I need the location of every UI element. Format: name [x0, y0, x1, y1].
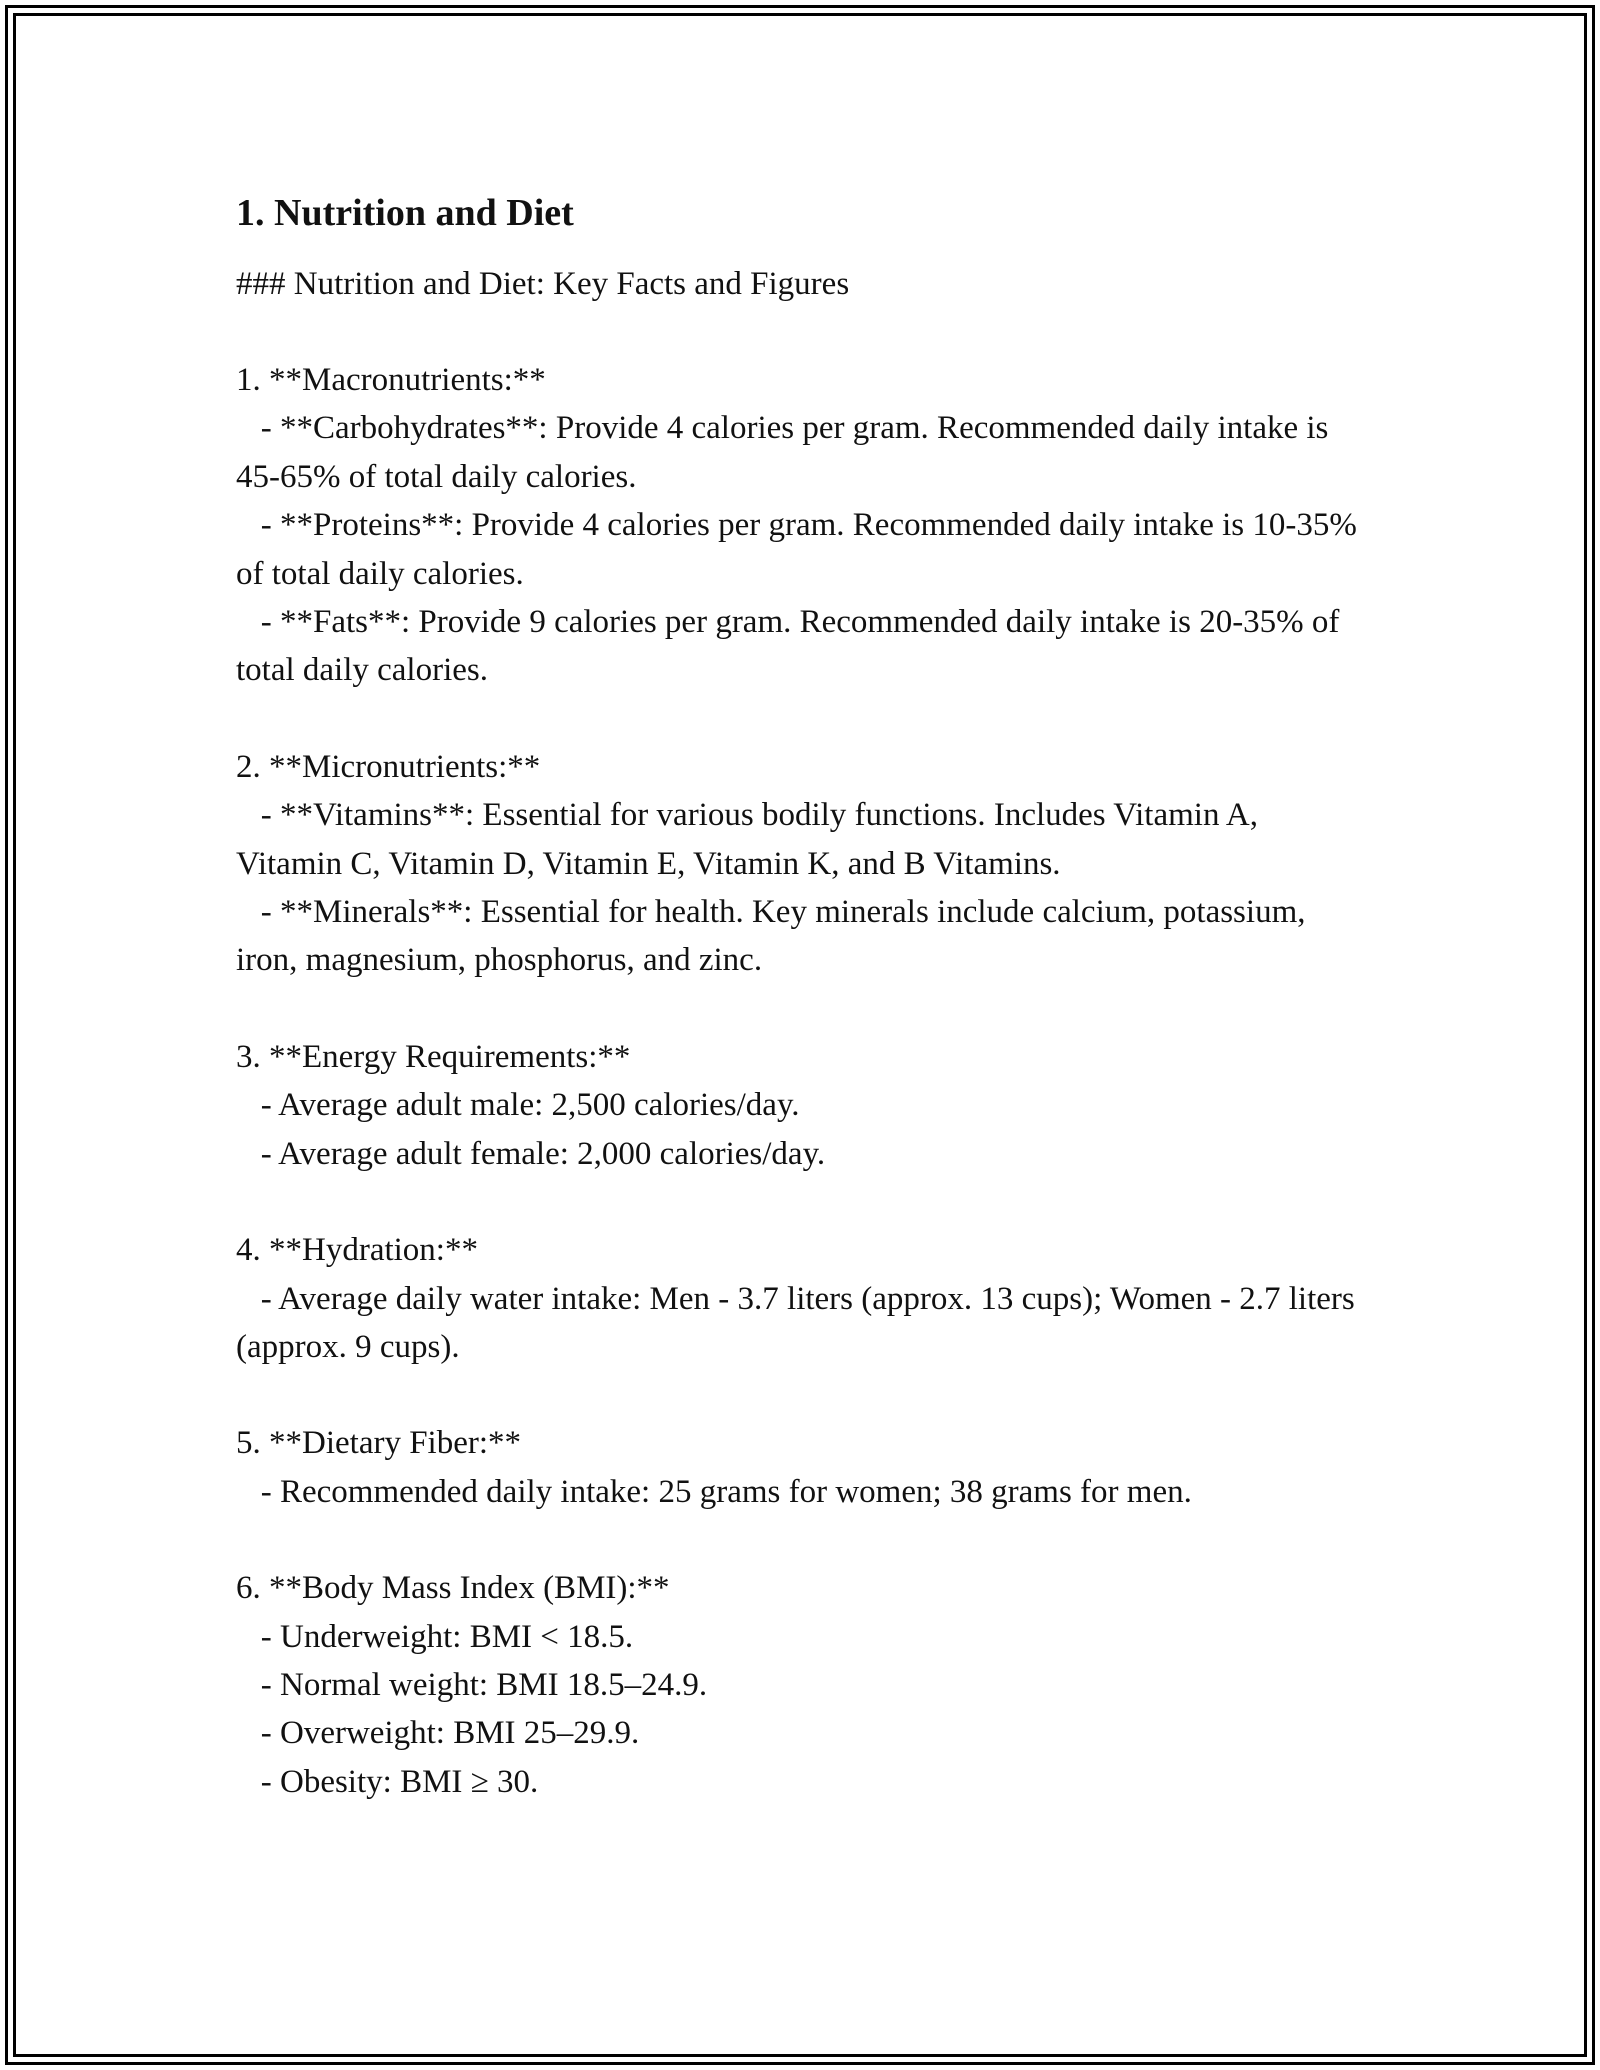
list-item: - **Proteins**: Provide 4 calories per gram. Recommended daily intake is 10-35% of total daily calories. — [236, 507, 1366, 592]
document-body — [236, 188, 1366, 1806]
section-heading: 4. **Hydration:** — [236, 1232, 478, 1269]
list-item: - Underweight: BMI < 18.5. — [236, 1618, 634, 1655]
section-dietary-fiber — [236, 1419, 1366, 1516]
section-heading: 3. **Energy Requirements:** — [236, 1038, 631, 1075]
section-heading: 6. **Body Mass Index (BMI):** — [236, 1570, 670, 1607]
section-heading: 1. **Macronutrients:** — [236, 362, 546, 398]
list-item: - Average adult female: 2,000 calories/day. — [236, 1135, 826, 1172]
section-hydration — [236, 1226, 1366, 1371]
section-heading: 2. **Micronutrients:** — [236, 748, 541, 785]
list-item: - Recommended daily intake: 25 grams for women; 38 grams for men. — [236, 1473, 1192, 1510]
section-bmi — [236, 1564, 1366, 1806]
section-micronutrients — [236, 743, 1366, 985]
list-item: - **Vitamins**: Essential for various bodily functions. Includes Vitamin A, Vitamin C, Vitamin D, Vitamin E, Vitamin K, and B Vitamins. — [236, 797, 1266, 882]
list-item: - **Carbohydrates**: Provide 4 calories per gram. Recommended daily intake is 45-65% of total daily calories. — [236, 410, 1337, 495]
list-item: - Overweight: BMI 25–29.9. — [236, 1715, 640, 1752]
document-title: 1. Nutrition and Diet — [236, 192, 574, 234]
list-item: - **Fats**: Provide 9 calories per gram. Recommended daily intake is 20-35% of total daily calories. — [236, 604, 1348, 689]
list-item: - Obesity: BMI ≥ 30. — [236, 1763, 539, 1800]
list-item: - Average adult male: 2,500 calories/day. — [236, 1087, 800, 1124]
list-item: - **Minerals**: Essential for health. Key minerals include calcium, potassium, iron, magnesium, phosphorus, and zinc. — [236, 894, 1314, 979]
section-macronutrients — [236, 356, 1366, 695]
section-heading: 5. **Dietary Fiber:** — [236, 1425, 522, 1462]
list-item: - Average daily water intake: Men - 3.7 liters (approx. 13 cups); Women - 2.7 liters (approx. 9 cups). — [236, 1280, 1363, 1365]
document-subtitle: ### Nutrition and Diet: Key Facts and Figures — [236, 266, 850, 302]
list-item: - Normal weight: BMI 18.5–24.9. — [236, 1666, 708, 1703]
section-energy-requirements — [236, 1033, 1366, 1178]
